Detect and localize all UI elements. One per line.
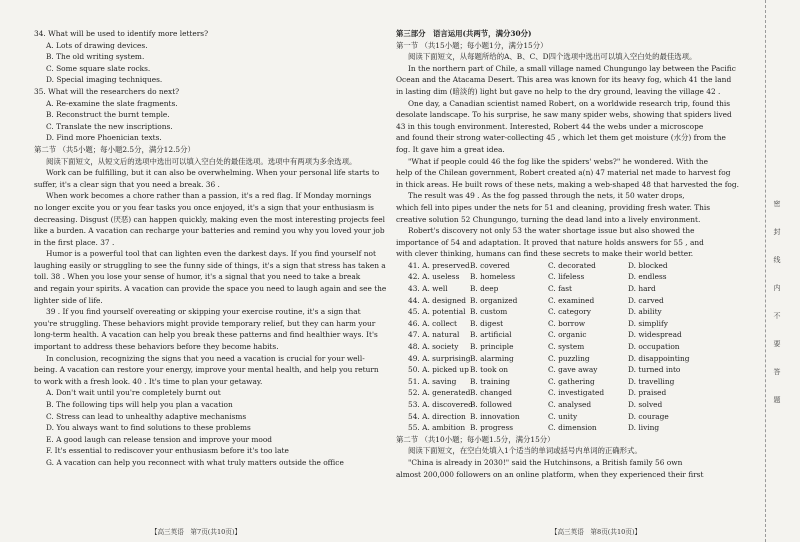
cloze-option: B. custom [470,307,508,317]
cloze-option: D. living [628,423,660,433]
cloze-option-row [396,376,756,388]
passage-line: 39 . If you find yourself overeating or skipping your exercise routine, it's a sign that [46,307,361,317]
passage-line: In conclusion, recognizing the signs that you need a vacation is crucial for your well- [46,353,365,363]
passage-line: with clever thinking, humans can find these secrets to make their world better. [396,249,694,259]
cloze-option-row [396,283,756,295]
cloze-option: B. took on [470,365,509,375]
cloze-option: B. artificial [470,330,512,340]
cloze-option-row [396,260,756,272]
passage-line: "China is already in 2030!" said the Hutchinsons, a British family 56 own [408,457,683,467]
passage-line: in lasting dim (暗淡的) light but gave no help to the dry ground, leaving the village 42 . [396,86,721,96]
passage-line: long-term health. A vacation can help you break these patterns and find healthier ways. It's [34,330,378,340]
seal-line-text [770,190,784,414]
seal-char: 密 [773,200,781,208]
cloze-option: 41. A. preserved [408,260,470,270]
passage-line: to work with a fresh look. 40 . It's time to plan your getaway. [34,376,263,386]
cloze-option: C. decorated [548,260,596,270]
q34-option-a: A. Lots of drawing devices. [46,40,148,50]
passage-line: The result was 49 . As the fog passed through the nets, it 50 water drops, [408,191,685,201]
cloze-option: B. innovation [470,411,520,421]
cloze-option: D. simplify [628,318,668,328]
cloze-option: C. gave away [548,365,598,375]
cloze-option: C. analysed [548,400,592,409]
q34-option-c: C. Some square slate rocks. [46,63,151,73]
q35-option-d: D. Find more Phoenician texts. [46,133,162,143]
choice-option: B. The following tips will help you plan a vacation [46,400,233,409]
passage-line: in thick areas. He built rows of these nets, making a web-shaped 48 that harvested the fog. [396,179,739,189]
cloze-option: 48. A. society [408,342,459,352]
cloze-option: C. system [548,342,585,352]
cloze-option: C. examined [548,295,595,305]
passage-line: fog. It gave him a great idea. [396,144,505,154]
cloze-option: 52. A. generated [408,388,471,398]
page-footer-left: 【高三英语 第7页(共10页)】 [150,528,242,536]
section2-heading: 第二节 （共5小题；每小题2.5分，满分12.5分） [34,144,195,154]
cloze-option-row [396,318,756,330]
seal-char: 内 [773,284,781,292]
cloze-option: B. principle [470,342,514,352]
question-35: 35. What will the researchers do next? [34,86,180,96]
cloze-option: D. travelling [628,376,675,386]
section2-instruction: 阅读下面短文，从短文后的选项中选出可以填入空白处的最佳选项。选项中有两项为多余选项。 [46,156,357,166]
cloze-option: C. investigated [548,388,605,398]
passage-line: When work becomes a chore rather than a passion, it's a red flag. If Monday mornings [46,191,372,201]
seal-char: 答 [773,368,781,376]
cloze-option: 45. A. potential [408,307,466,317]
cloze-option-row [396,387,756,399]
cloze-option: D. occupation [628,342,680,352]
seal-char: 题 [773,396,781,404]
cloze-option-row [396,422,756,434]
passage-line: Ocean and the Atacama Desert. This area was known for its heavy fog, which 41 the land [396,75,732,85]
cloze-option: D. courage [628,411,669,421]
cloze-option: C. borrow [548,318,586,328]
seal-char: 封 [773,228,781,236]
left-column [34,28,387,469]
cloze-option: 49. A. surprising [408,353,471,363]
cloze-option-row [396,295,756,307]
cloze-option: B. digest [470,318,504,328]
cloze-option: B. progress [470,423,514,433]
page-footer-right: 【高三英语 第8页(共10页)】 [550,528,642,536]
cloze-option: 55. A. ambition [408,423,466,433]
section2-heading-right: 第二节 （共10小题；每小题1.5分，满分15分） [396,434,555,444]
passage-line: 43 in this tough environment. Interested, Robert 44 the webs under a microscope [396,121,704,131]
choice-option: G. A vacation can help you reconnect with what truly matters outside the office [46,457,344,467]
cloze-option: D. endless [628,272,667,282]
q35-option-c: C. Translate the new inscriptions. [46,121,173,131]
passage-line: which fell into pipes under the nets for 51 and cleaning, providing fresh water. This [396,202,711,212]
q34-option-d: D. Special imaging techniques. [46,75,163,85]
passage-line: lighter side of life. [34,295,103,305]
cloze-option: D. widespread [628,330,682,340]
cloze-option: 54. A. direction [408,411,466,421]
cloze-option: D. blocked [628,260,668,270]
grammar-fill-passage [396,457,756,480]
cloze-option: B. deep [470,284,499,294]
cloze-option: C. puzzling [548,353,590,363]
passage-line: In the northern part of Chile, a small village named Chungungo lay between the Pacific [408,63,736,73]
seal-char: 不 [773,312,781,320]
cloze-option-row [396,364,756,376]
right-column [396,28,756,480]
passage-line: help of the Chilean government, Robert created a(n) 47 material net made to harvest fog [396,168,731,178]
cloze-option: 50. A. picked up [408,365,469,375]
passage-line: Work can be fulfilling, but it can also be overwhelming. When your personal life starts to [46,168,380,178]
cloze-option-row [396,399,756,411]
choice-option: F. It's essential to rediscover your enthusiasm before it's too late [46,446,289,456]
cloze-option: C. lifeless [548,272,585,282]
cloze-option-row [396,306,756,318]
choice-option: C. Stress can lead to unhealthy adaptive mechanisms [46,411,247,421]
passage-line: Humor is a powerful tool that can lighten even the darkest days. If you find yourself not [46,249,376,259]
cloze-option: C. category [548,307,591,317]
cloze-option: D. praised [628,388,667,398]
passage-line: desolate landscape. To his surprise, he saw many spider webs, showing that spiders lived [396,110,732,120]
cloze-option: D. solved [628,400,663,409]
binding-gutter [765,0,800,542]
cloze-option: C. unity [548,411,578,421]
cloze-option: B. homeless [470,272,516,282]
cloze-option: 51. A. saving [408,376,457,386]
passage-line: importance of 54 and adaptation. It proved that nature holds answers for 55 , and [396,237,704,247]
section2-instruction-right: 阅读下面短文，在空白处填入1个适当的单词或括号内单词的正确形式。 [408,446,642,456]
passage-line: "What if people could 46 the fog like the spiders' webs?" he wondered. With the [408,156,709,166]
section1-instruction: 阅读下面短文，从每题所给的A、B、C、D四个选项中选出可以填入空白处的最佳选项。 [408,52,697,62]
cloze-option-row [396,329,756,341]
cloze-option: 44. A. designed [408,295,466,305]
question-34: 34. What will be used to identify more letters? [34,29,209,38]
passage-line: decreasing. Disgust (厌恶) can happen quickly, making even the most interesting projects feel [34,214,385,224]
cloze-option: D. disappointing [628,353,690,363]
cloze-option: B. training [470,376,511,386]
passage-line: in the first place. 37 . [34,237,115,247]
passage-line: laughing easily or struggling to see the funny side of things, it's a sign that stress has taken a [34,260,386,270]
cloze-option-row [396,271,756,283]
cloze-option: D. hard [628,284,656,294]
reading-passage [34,167,387,387]
cloze-option: 46. A. collect [408,318,457,328]
cloze-option: C. fast [548,284,572,294]
passage-line: being. A vacation can restore your energy, improve your mental health, and help you return [34,365,379,375]
passage-line: Robert's discovery not only 53 the water shortage issue but also showed the [408,226,695,236]
passage-line: you're struggling. These behaviors might provide temporary relief, but they can harm your [34,318,376,328]
right-page [392,0,800,542]
section1-heading: 第一节 （共15小题；每小题1分，满分15分） [396,40,548,50]
passage-line: and regain your spirits. A vacation can provide the space you need to laugh again and see the [34,284,387,294]
q35-option-b: B. Reconstruct the burnt temple. [46,110,170,120]
passage-line: toll. 38 . When you lose your sense of humor, it's a signal that you need to take a break [34,272,361,282]
cloze-option: D. ability [628,307,662,317]
passage-line: One day, a Canadian scientist named Robert, on a worldwide research trip, found this [408,98,731,108]
passage-line: suffer, it's a clear sign that you need a break. 36 . [34,179,220,189]
choice-option: D. You always want to find solutions to these problems [46,423,251,433]
cloze-option: C. gathering [548,376,595,386]
cloze-options [396,260,756,434]
left-page [0,0,392,542]
q34-option-b: B. The old writing system. [46,52,145,62]
cloze-option-row [396,341,756,353]
cloze-option: 43. A. well [408,284,448,294]
cloze-option: B. followed [470,400,512,409]
cloze-option: C. dimension [548,423,597,433]
choice-option: A. Don't wait until you're completely burnt out [46,388,221,398]
passage-line: like a burden. A vacation can recharge your batteries and remind you why you loved your job [34,226,385,236]
cloze-option: 47. A. natural [408,330,460,340]
cloze-option-row [396,353,756,365]
cloze-option: B. organized [470,295,518,305]
seven-choice-options [34,387,356,468]
cloze-option: D. carved [628,295,664,305]
cloze-option: B. alarming [470,353,514,363]
seal-char: 要 [773,340,781,348]
choice-option: E. A good laugh can release tension and improve your mood [46,434,273,444]
passage-line: important to address these behaviors before they become habits. [34,342,279,352]
part3-heading: 第三部分 语言运用(共两节，满分30分) [396,29,532,38]
cloze-option-row [396,411,756,423]
cloze-option: 53. A. discovered [408,400,473,409]
seal-char: 线 [773,256,781,264]
cloze-option: B. changed [470,388,513,398]
cloze-option: 42. A. useless [408,272,460,282]
cloze-passage [396,63,756,260]
passage-line: no longer excite you or you fear tasks you once enjoyed, it's a sign that your enthusiasm is [34,202,374,212]
cloze-option: B. covered [470,260,510,270]
passage-line: creative solution 52 Chungungo, turning the dead land into a lively environment. [396,214,701,224]
cloze-option: D. turned into [628,365,681,375]
cloze-option: C. organic [548,330,587,340]
q35-option-a: A. Re-examine the slate fragments. [46,98,178,108]
passage-line: almost 200,000 followers on an online platform, when they experienced their first [396,469,704,479]
passage-line: and found their strong water-collecting 45 , which let them get moisture (水分) from the [396,133,726,143]
